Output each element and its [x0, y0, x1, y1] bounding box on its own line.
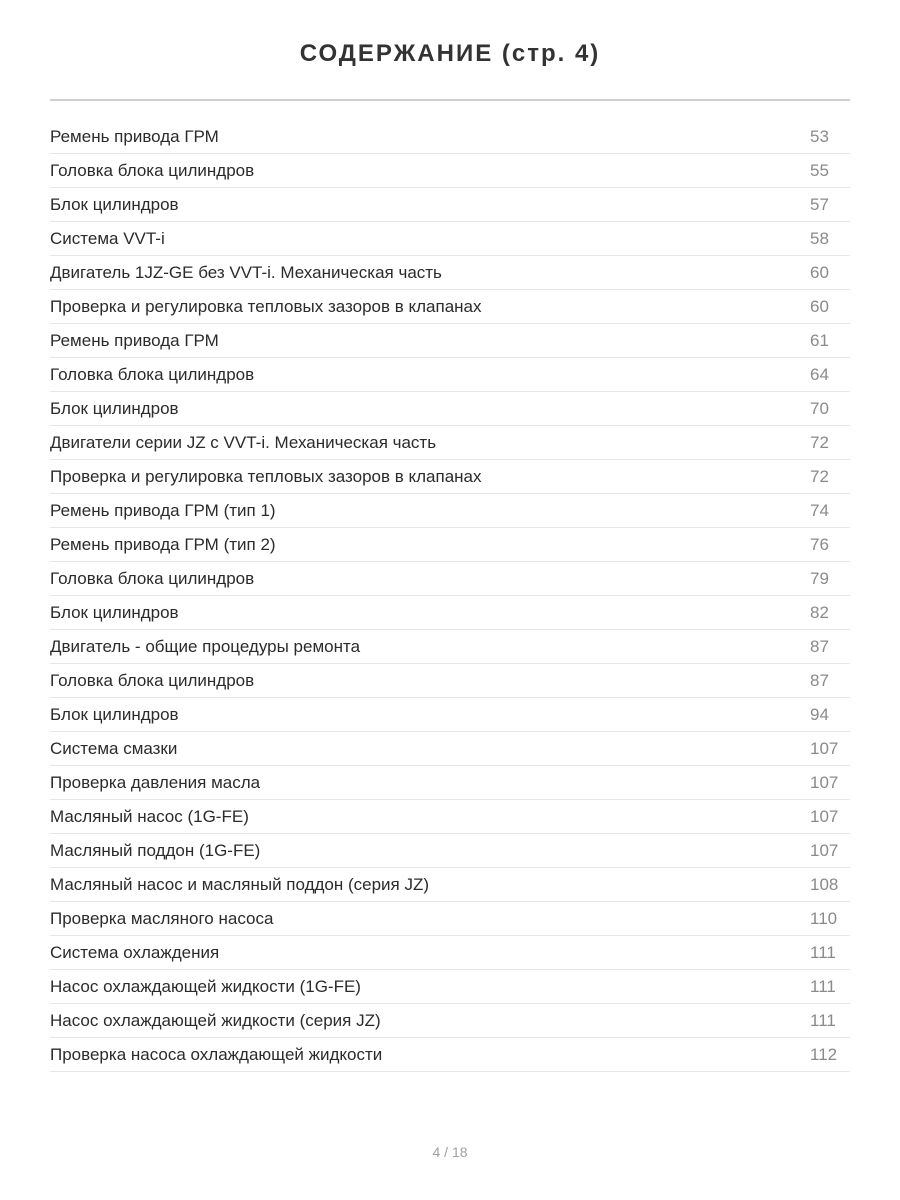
toc-entry[interactable] [50, 358, 850, 392]
toc-entry[interactable] [50, 290, 850, 324]
toc-entry-page: 112 [810, 1044, 838, 1064]
toc-entry-title: Блок цилиндров [50, 398, 179, 418]
toc-entry[interactable] [50, 324, 850, 358]
toc-entry-title: Ремень привода ГРМ (тип 1) [50, 500, 276, 520]
toc-entry-title: Масляный насос и масляный поддон (серия JZ) [50, 874, 430, 894]
toc-entry-page: 60 [810, 296, 829, 316]
toc-entry-page: 87 [810, 636, 829, 656]
toc-entry-page: 82 [810, 602, 829, 622]
toc-entry-title: Головка блока цилиндров [50, 568, 255, 588]
toc-entry-page: 61 [810, 330, 829, 350]
toc-entry-page: 58 [810, 228, 829, 248]
page-number: 4 / 18 [432, 1144, 468, 1160]
toc-entry-title: Проверка и регулировка тепловых зазоров в клапанах [50, 296, 482, 316]
toc-entry[interactable] [50, 664, 850, 698]
toc-entry-title: Двигатель - общие процедуры ремонта [50, 636, 361, 656]
toc-entry-page: 72 [810, 432, 829, 452]
toc-entry-page: 110 [810, 908, 838, 928]
toc-list [50, 120, 850, 1072]
toc-entry-page: 108 [810, 874, 839, 894]
toc-entry[interactable] [50, 902, 850, 936]
toc-entry-page: 94 [810, 704, 829, 724]
toc-entry[interactable] [50, 426, 850, 460]
toc-entry-title: Ремень привода ГРМ [50, 126, 219, 146]
toc-entry-title: Система охлаждения [50, 942, 220, 962]
toc-entry-page: 72 [810, 466, 829, 486]
toc-entry-title: Проверка давления масла [50, 772, 261, 792]
toc-entry-title: Блок цилиндров [50, 704, 179, 724]
toc-entry[interactable] [50, 1004, 850, 1038]
toc-entry-page: 87 [810, 670, 829, 690]
toc-entry-page: 76 [810, 534, 829, 554]
toc-entry-page: 107 [810, 772, 839, 792]
toc-entry-page: 53 [810, 126, 829, 146]
toc-entry-page: 60 [810, 262, 829, 282]
toc-entry[interactable] [50, 800, 850, 834]
toc-entry-page: 107 [810, 840, 839, 860]
toc-entry-title: Масляный насос (1G-FE) [50, 806, 249, 826]
toc-entry[interactable] [50, 1038, 850, 1072]
toc-entry-title: Головка блока цилиндров [50, 364, 255, 384]
toc-entry-title: Насос охлаждающей жидкости (1G-FE) [50, 976, 361, 996]
toc-entry[interactable] [50, 256, 850, 290]
toc-entry[interactable] [50, 528, 850, 562]
toc-entry-title: Блок цилиндров [50, 602, 179, 622]
toc-entry[interactable] [50, 936, 850, 970]
toc-entry-page: 111 [810, 942, 836, 962]
toc-entry-title: Насос охлаждающей жидкости (серия JZ) [50, 1010, 381, 1030]
toc-entry[interactable] [50, 766, 850, 800]
toc-entry[interactable] [50, 222, 850, 256]
toc-entry-title: Ремень привода ГРМ [50, 330, 219, 350]
toc-entry-page: 70 [810, 398, 829, 418]
toc-entry-title: Головка блока цилиндров [50, 160, 255, 180]
toc-entry[interactable] [50, 154, 850, 188]
toc-entry-title: Головка блока цилиндров [50, 670, 255, 690]
toc-entry-title: Проверка насоса охлаждающей жидкости [50, 1044, 383, 1064]
toc-entry-page: 111 [810, 976, 836, 996]
toc-entry-page: 79 [810, 568, 829, 588]
toc-entry-page: 57 [810, 194, 829, 214]
toc-entry[interactable] [50, 392, 850, 426]
toc-entry[interactable] [50, 494, 850, 528]
toc-entry[interactable] [50, 596, 850, 630]
title-divider [50, 99, 850, 101]
toc-entry[interactable] [50, 120, 850, 154]
toc-entry[interactable] [50, 834, 850, 868]
toc-entry[interactable] [50, 732, 850, 766]
toc-entry-title: Двигатель 1JZ-GE без VVT-i. Механическая часть [50, 262, 442, 282]
toc-entry-page: 107 [810, 806, 839, 826]
toc-entry-title: Система VVT-i [50, 228, 165, 248]
toc-entry-title: Блок цилиндров [50, 194, 179, 214]
toc-entry-page: 111 [810, 1010, 836, 1030]
toc-entry-page: 64 [810, 364, 829, 384]
toc-entry-title: Проверка и регулировка тепловых зазоров в клапанах [50, 466, 482, 486]
toc-entry-title: Ремень привода ГРМ (тип 2) [50, 534, 276, 554]
toc-entry-title: Масляный поддон (1G-FE) [50, 840, 261, 860]
toc-entry[interactable] [50, 562, 850, 596]
toc-entry[interactable] [50, 460, 850, 494]
toc-entry[interactable] [50, 868, 850, 902]
toc-entry-page: 55 [810, 160, 829, 180]
toc-entry-page: 107 [810, 738, 839, 758]
toc-entry[interactable] [50, 188, 850, 222]
toc-entry[interactable] [50, 630, 850, 664]
toc-entry[interactable] [50, 970, 850, 1004]
toc-entry-title: Система смазки [50, 738, 178, 758]
toc-entry-title: Двигатели серии JZ с VVT-i. Механическая часть [50, 432, 437, 452]
toc-entry-page: 74 [810, 500, 829, 520]
toc-entry-title: Проверка масляного насоса [50, 908, 274, 928]
page-title: СОДЕРЖАНИЕ (стр. 4) [299, 40, 601, 67]
toc-entry[interactable] [50, 698, 850, 732]
